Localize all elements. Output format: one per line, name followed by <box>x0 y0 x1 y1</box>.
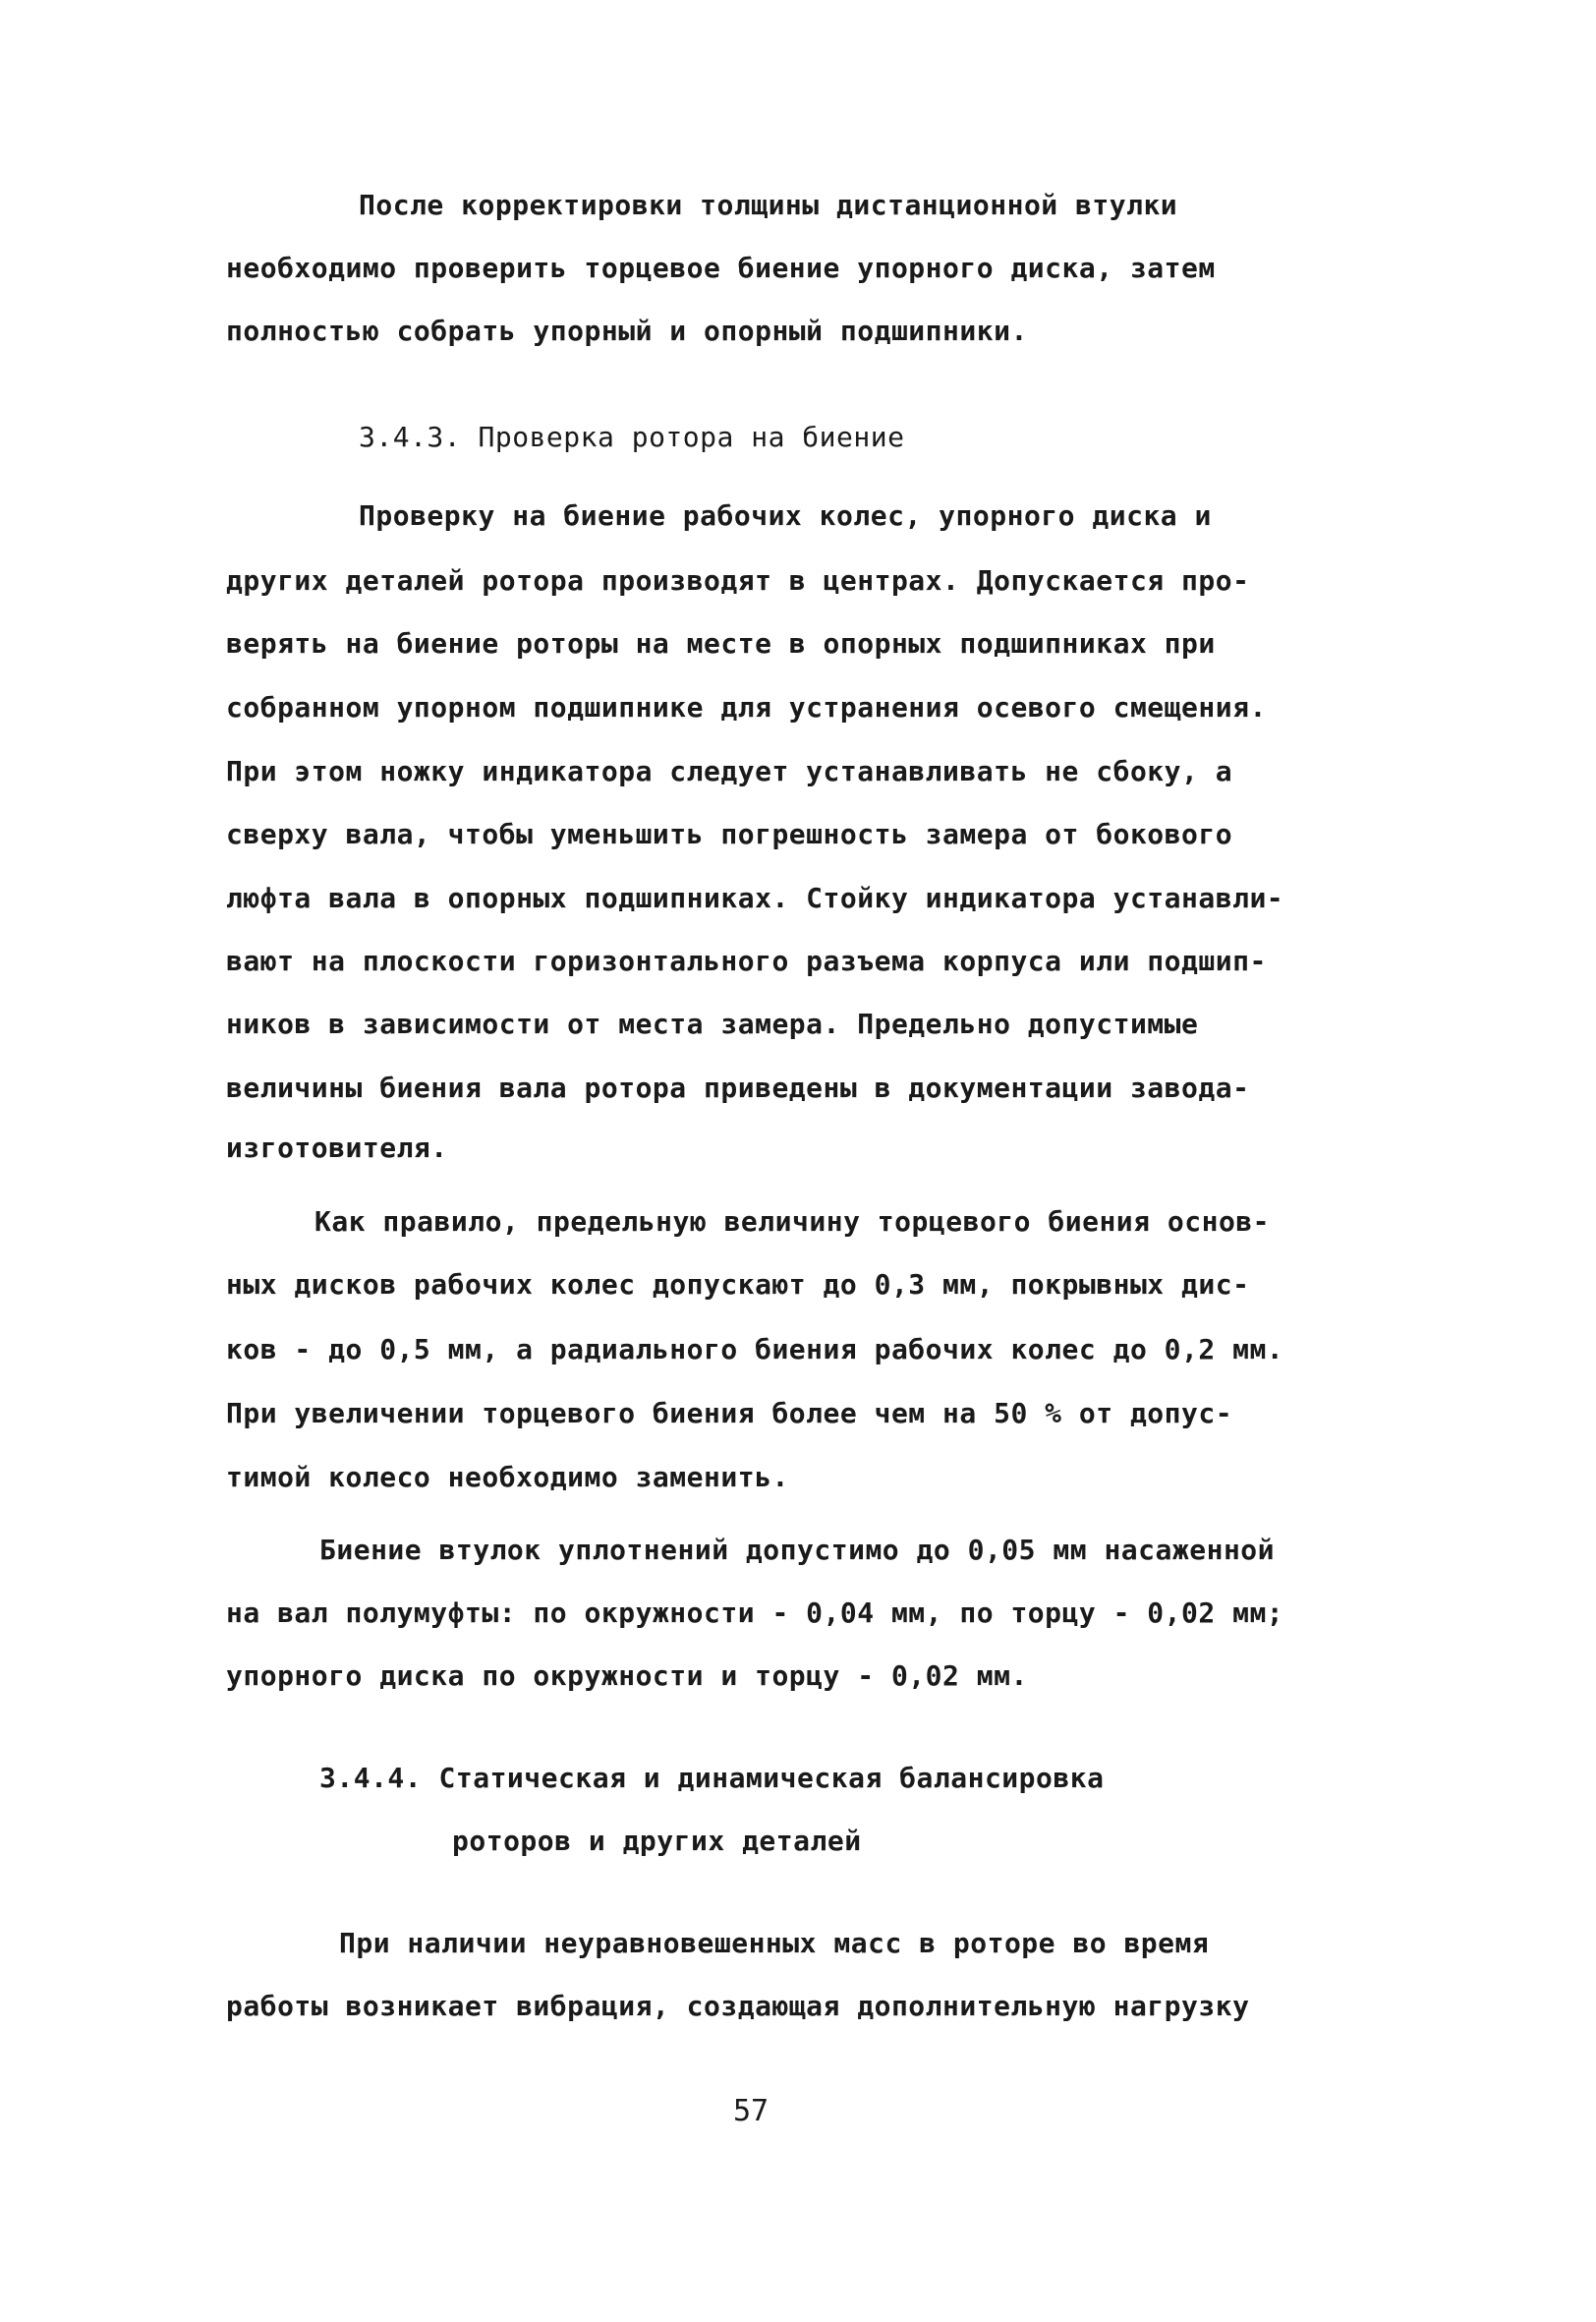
paragraph-line: ных дисков рабочих колес допускают до 0,3 мм, покрывных дис- <box>226 1268 1250 1301</box>
paragraph-line: на вал полумуфты: по окружности - 0,04 мм, по торцу - 0,02 мм; <box>226 1596 1284 1629</box>
paragraph-line: работы возникает вибрация, создающая дополнительную нагрузку <box>226 1990 1250 2022</box>
section-heading-3-4-3: 3.4.3. Проверка ротора на биение <box>359 421 905 453</box>
paragraph-line: Проверку на биение рабочих колес, упорного диска и <box>359 499 1212 532</box>
paragraph-line: ков - до 0,5 мм, а радиального биения рабочих колес до 0,2 мм. <box>226 1333 1284 1365</box>
paragraph-line: люфта вала в опорных подшипниках. Стойку индикатора устанавли- <box>226 882 1284 914</box>
paragraph-line: необходимо проверить торцевое биение упорного диска, затем <box>226 252 1216 284</box>
paragraph-line: Как правило, предельную величину торцевого биения основ- <box>314 1205 1271 1238</box>
section-heading-3-4-4-continued: роторов и других деталей <box>452 1825 862 1857</box>
paragraph-line: величины биения вала ротора приведены в документации завода- <box>226 1072 1250 1104</box>
paragraph-line: При увеличении торцевого биения более чем на 50 % от допус- <box>226 1397 1233 1429</box>
paragraph-line: упорного диска по окружности и торцу - 0,02 мм. <box>226 1659 1028 1692</box>
paragraph-line: вают на плоскости горизонтального разъема корпуса или подшип- <box>226 945 1267 977</box>
paragraph-line: При этом ножку индикатора следует устанавливать не сбоку, а <box>226 755 1233 787</box>
paragraph-line: других деталей ротора производят в центрах. Допускается про- <box>226 564 1250 597</box>
paragraph-line: тимой колесо необходимо заменить. <box>226 1461 789 1493</box>
section-heading-3-4-4: 3.4.4. Статическая и динамическая балансировка <box>319 1762 1105 1794</box>
paragraph-line: После корректировки толщины дистанционной втулки <box>359 189 1178 221</box>
paragraph-line: собранном упорном подшипнике для устранения осевого смещения. <box>226 691 1267 724</box>
paragraph-line: ников в зависимости от места замера. Предельно допустимые <box>226 1008 1199 1040</box>
paragraph-line: Биение втулок уплотнений допустимо до 0,05 мм насаженной <box>319 1534 1276 1566</box>
paragraph-line: При наличии неуравновешенных масс в роторе во время <box>339 1927 1210 1959</box>
paragraph-line: полностью собрать упорный и опорный подшипники. <box>226 315 1028 347</box>
page-number: 57 <box>733 2094 770 2128</box>
paragraph-line: верять на биение роторы на месте в опорных подшипниках при <box>226 627 1216 660</box>
paragraph-line: изготовителя. <box>226 1132 448 1164</box>
paragraph-line: сверху вала, чтобы уменьшить погрешность замера от бокового <box>226 818 1233 850</box>
